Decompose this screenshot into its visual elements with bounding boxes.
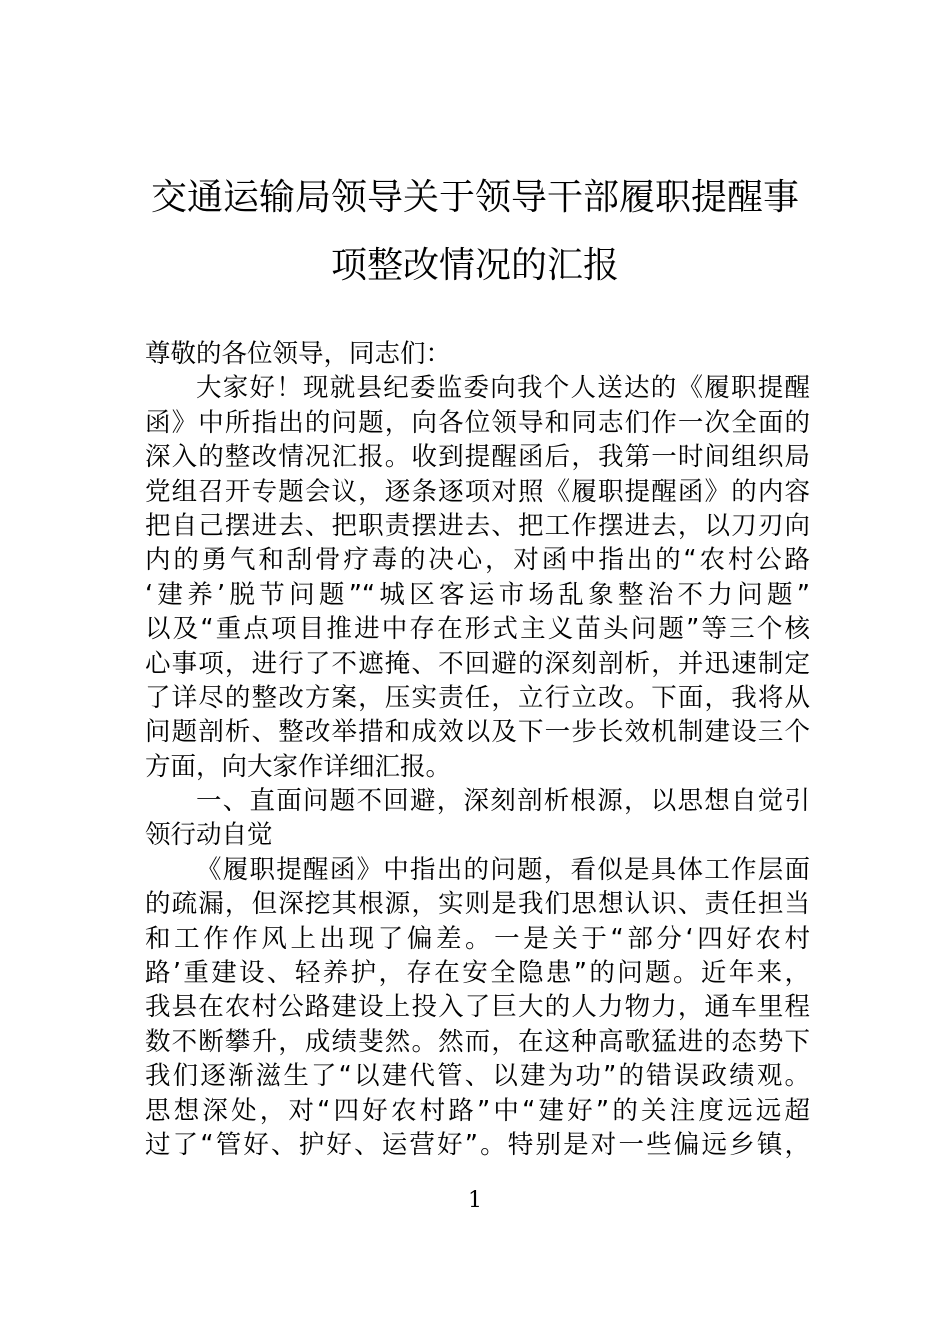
paragraph-line: 我们逐渐滋生了“以建代管、以建为功”的错误政绩观。 (145, 1061, 810, 1092)
paragraph-line: 内的勇气和刮骨疗毒的决心，对函中指出的“农村公路 (145, 545, 810, 576)
salutation: 尊敬的各位领导，同志们： (145, 339, 452, 369)
paragraph-line: 心事项，进行了不遮掩、不回避的深刻剖析，并迅速制定 (145, 648, 810, 679)
paragraph-line: 的疏漏，但深挖其根源，实则是我们思想认识、责任担当 (145, 889, 810, 920)
paragraph-line: 以及“重点项目推进中存在形式主义苗头问题”等三个核 (145, 614, 810, 645)
paragraph-line: 《履职提醒函》中指出的问题，看似是具体工作层面 (196, 854, 810, 885)
paragraph-line: 把自己摆进去、把职责摆进去、把工作摆进去，以刀刃向 (145, 510, 810, 541)
document-title-line-2: 项整改情况的汇报 (330, 245, 619, 286)
paragraph-line: 和工作作风上出现了偏差。一是关于“部分‘四好农村 (145, 923, 810, 954)
paragraph-line: 大家好！现就县纪委监委向我个人送达的《履职提醒 (196, 373, 810, 404)
paragraph-line: 党组召开专题会议，逐条逐项对照《履职提醒函》的内容 (145, 476, 810, 507)
document-body (145, 337, 810, 1162)
paragraph-line: 过了“管好、护好、运营好”。特别是对一些偏远乡镇， (145, 1129, 810, 1160)
paragraph-line: 思想深处，对“四好农村路”中“建好”的关注度远远超 (145, 1095, 810, 1126)
paragraph-line: ‘建养’脱节问题”“城区客运市场乱象整治不力问题” (145, 579, 810, 610)
paragraph-line: 数不断攀升，成绩斐然。然而，在这种高歌猛进的态势下 (145, 1026, 810, 1057)
document-title-line-1: 交通运输局领导关于领导干部履职提醒事 (150, 177, 799, 218)
paragraph-line: 路’重建设、轻养护，存在安全隐患”的问题。近年来， (145, 958, 810, 989)
paragraph-line: 深入的整改情况汇报。收到提醒函后，我第一时间组织局 (145, 442, 810, 473)
paragraph-line: 问题剖析、整改举措和成效以及下一步长效机制建设三个 (145, 717, 810, 748)
paragraph-line: 方面，向大家作详细汇报。 (145, 751, 452, 782)
page-number: 1 (468, 1188, 482, 1213)
paragraph-line: 函》中所指出的问题，向各位领导和同志们作一次全面的 (145, 407, 810, 438)
section-heading-line: 一、直面问题不回避，深刻剖析根源，以思想自觉引 (196, 786, 810, 817)
paragraph-line: 了详尽的整改方案，压实责任，立行立改。下面，我将从 (145, 682, 810, 713)
section-heading-line: 领行动自觉 (145, 820, 273, 851)
paragraph-line: 我县在农村公路建设上投入了巨大的人力物力，通车里程 (145, 992, 810, 1023)
